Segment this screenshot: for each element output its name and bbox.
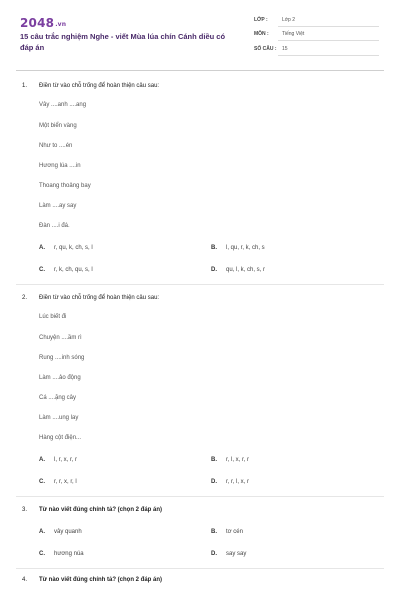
meta-divider bbox=[278, 55, 379, 56]
option-d-text[interactable]: qu, l, k, ch, s, r bbox=[226, 267, 266, 273]
meta-count-row bbox=[254, 46, 379, 59]
option-a-letter[interactable]: A. bbox=[39, 245, 45, 251]
question-text: Từ nào viết đúng chính tả? (chọn 2 đáp án) bbox=[39, 577, 163, 583]
option-b-letter[interactable]: B. bbox=[211, 529, 217, 535]
option-d-text[interactable]: say say bbox=[226, 551, 247, 557]
passage-line: Làm ....ay say bbox=[39, 203, 77, 209]
meta-divider bbox=[278, 26, 379, 27]
passage-line: Đàn ....i đá. bbox=[39, 223, 70, 229]
passage-line: Như to ....én bbox=[39, 143, 73, 149]
meta-subject-row bbox=[254, 31, 379, 44]
option-b-text[interactable]: r, l, x, r, r bbox=[226, 457, 250, 463]
question-number: 1. bbox=[22, 83, 28, 89]
option-d-text[interactable]: r, r, l, x, r bbox=[226, 479, 250, 485]
meta-count-value: 15 bbox=[282, 46, 288, 52]
option-c-text[interactable]: hương núa bbox=[54, 551, 84, 557]
option-c-letter[interactable]: C. bbox=[39, 267, 45, 273]
meta-count-label: SỐ CÂU : bbox=[254, 46, 277, 52]
question-number: 2. bbox=[22, 295, 28, 301]
passage-line: Hàng cột điện... bbox=[39, 435, 82, 441]
document-title: 15 câu trắc nghiệm Nghe - viết Mùa lúa chín Cánh diều có đáp án bbox=[20, 32, 226, 52]
header-divider bbox=[16, 70, 384, 71]
passage-line: Làm ....ung lay bbox=[39, 415, 79, 421]
question-text: Từ nào viết đúng chính tả? (chọn 2 đáp án) bbox=[39, 507, 163, 513]
option-d-letter[interactable]: D. bbox=[211, 551, 217, 557]
passage-line: Một biển vàng bbox=[39, 123, 77, 129]
passage-line: Cá ....ặng cây bbox=[39, 395, 77, 401]
option-b-text[interactable]: l, qu, r, k, ch, s bbox=[226, 245, 265, 251]
option-b-letter[interactable]: B. bbox=[211, 457, 217, 463]
option-c-text[interactable]: r, r, x, r, l bbox=[54, 479, 77, 485]
option-a-letter[interactable]: A. bbox=[39, 457, 45, 463]
option-b-text[interactable]: tơ cén bbox=[226, 529, 243, 535]
meta-class-row bbox=[254, 17, 379, 30]
question-divider bbox=[16, 568, 384, 569]
passage-line: Thoang thoảng bay bbox=[39, 183, 91, 189]
option-d-letter[interactable]: D. bbox=[211, 267, 217, 273]
question-divider bbox=[16, 284, 384, 285]
passage-line: Làm ....ảo động bbox=[39, 375, 81, 381]
question-number: 3. bbox=[22, 507, 28, 513]
option-b-letter[interactable]: B. bbox=[211, 245, 217, 251]
meta-class-label: LỚP : bbox=[254, 17, 268, 23]
question-number: 4. bbox=[22, 577, 28, 583]
passage-line: Lúc biết đi bbox=[39, 314, 67, 320]
meta-subject-label: MÔN : bbox=[254, 31, 269, 37]
question-text: Điền từ vào chỗ trống để hoàn thiện câu sau: bbox=[39, 83, 160, 89]
meta-subject-value: Tiếng Việt bbox=[282, 31, 305, 37]
passage-line: Rung ....inh sóng bbox=[39, 355, 85, 361]
logo-text: 2048 bbox=[20, 16, 55, 30]
meta-class-value: Lớp 2 bbox=[282, 17, 296, 23]
option-c-letter[interactable]: C. bbox=[39, 479, 45, 485]
logo-tld: .vn bbox=[55, 21, 67, 28]
option-a-text[interactable]: vây quanh bbox=[54, 529, 82, 535]
site-logo[interactable] bbox=[20, 16, 66, 30]
option-c-letter[interactable]: C. bbox=[39, 551, 45, 557]
passage-line: Chuyện ....ầm rì bbox=[39, 335, 82, 341]
option-a-letter[interactable]: A. bbox=[39, 529, 45, 535]
meta-divider bbox=[278, 40, 379, 41]
passage-line: Hương lúa ....in bbox=[39, 163, 81, 169]
option-a-text[interactable]: l, r, x, r, r bbox=[54, 457, 78, 463]
option-d-letter[interactable]: D. bbox=[211, 479, 217, 485]
option-a-text[interactable]: r, qu, k, ch, s, l bbox=[54, 245, 93, 251]
passage-line: Vây ....anh ....ang bbox=[39, 102, 87, 108]
question-divider bbox=[16, 496, 384, 497]
question-text: Điền từ vào chỗ trống để hoàn thiện câu sau: bbox=[39, 295, 160, 301]
option-c-text[interactable]: r, k, ch, qu, s, l bbox=[54, 267, 93, 273]
